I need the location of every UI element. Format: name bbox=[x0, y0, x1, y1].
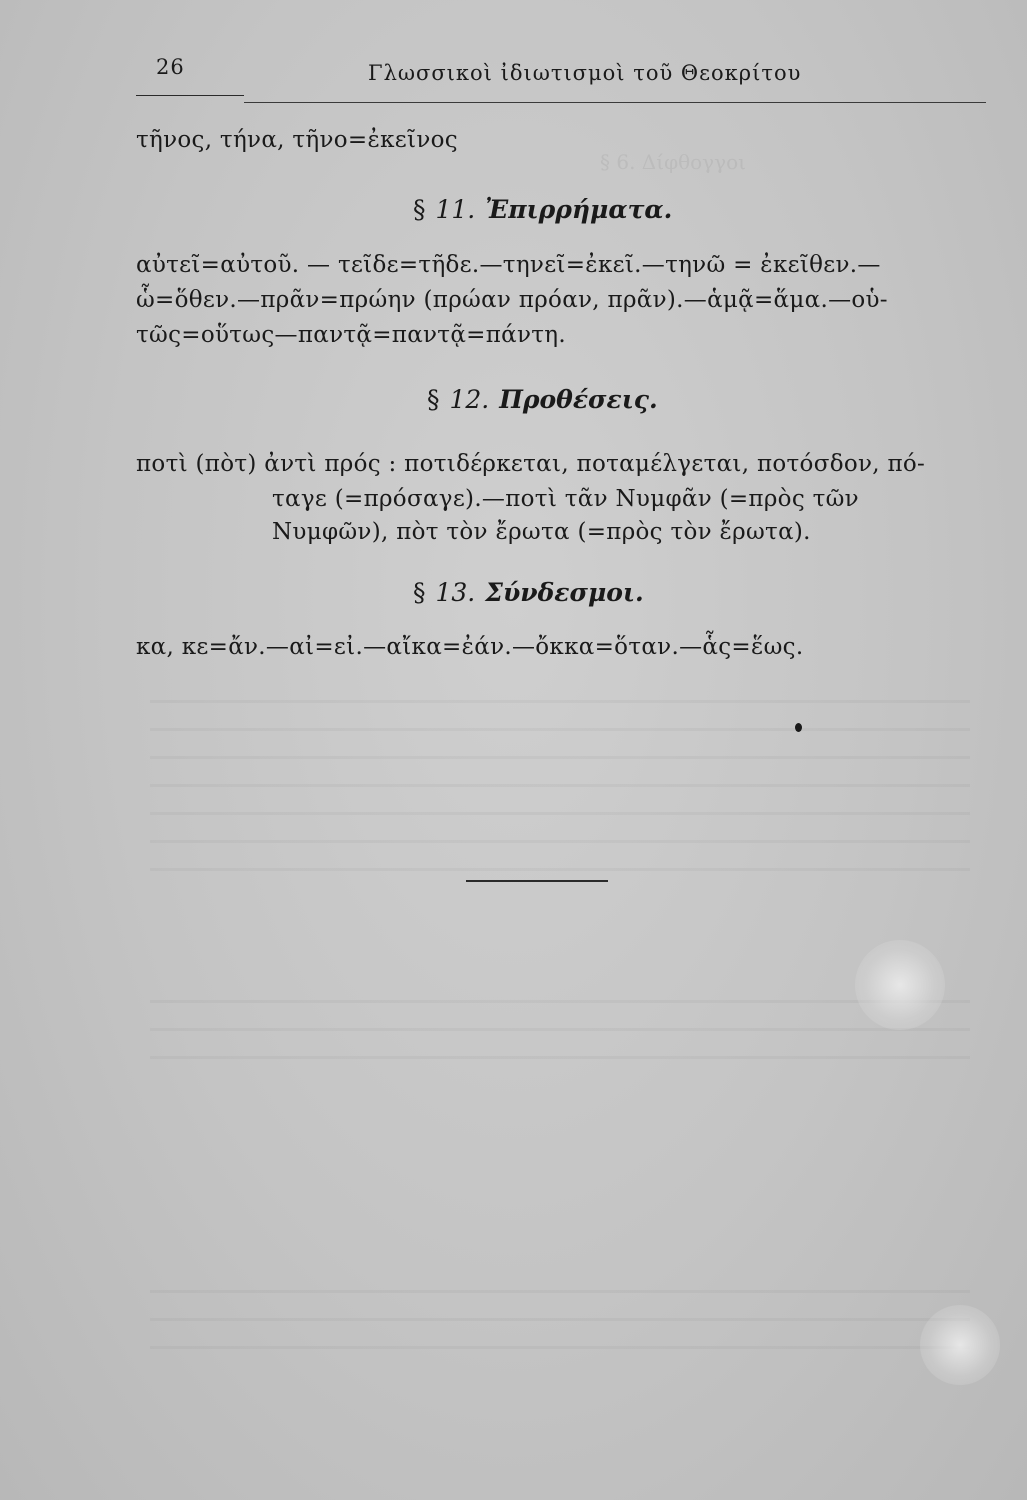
section-title: Ἐπιρρήματα. bbox=[485, 195, 673, 224]
section-heading-12 bbox=[427, 385, 658, 414]
section-11-line-1: αὐτεῖ=αὐτοῦ. — τεῖδε=τῆδε.—τηνεῖ=ἐκεῖ.—τηνῶ = ἐκεῖθεν.— bbox=[136, 252, 881, 278]
running-title: Γλωσσικοὶ ἰδιωτισμοὶ τοῦ Θεοκρίτου bbox=[368, 61, 802, 85]
section-symbol: § bbox=[413, 578, 426, 607]
bleed-through-text bbox=[150, 1000, 970, 1070]
paper-stain bbox=[920, 1305, 1000, 1385]
section-13-line-1: κα, κε=ἄν.—αἰ=εἰ.—αἴκα=ἐάν.—ὄκκα=ὅταν.—ἇς=ἕως. bbox=[136, 634, 804, 660]
end-rule bbox=[466, 880, 608, 882]
ink-dot bbox=[795, 723, 802, 732]
section-12-line-3: Νυμφῶν), πὸτ τὸν ἔρωτα (=πρὸς τὸν ἔρωτα). bbox=[272, 519, 811, 545]
section-heading-13 bbox=[413, 578, 644, 607]
bleed-through-text bbox=[150, 1290, 970, 1370]
page-number-rule bbox=[136, 95, 244, 96]
header-rule bbox=[244, 102, 986, 103]
section-title: Σύνδεσμοι. bbox=[485, 578, 644, 607]
section-11-line-2: ὧ=ὅθεν.—πρᾶν=πρώην (πρώαν πρόαν, πρᾶν).—ἁμᾷ=ἅμα.—οὑ- bbox=[136, 287, 888, 313]
section-number: 11. bbox=[435, 195, 476, 224]
section-symbol: § bbox=[427, 385, 440, 414]
paper-stain bbox=[855, 940, 945, 1030]
section-title: Προθέσεις. bbox=[499, 385, 658, 414]
section-12-line-2: ταγε (=πρόσαγε).—ποτὶ τᾶν Νυμφᾶν (=πρὸς τῶν bbox=[272, 486, 859, 512]
section-number: 13. bbox=[435, 578, 476, 607]
bleed-through-text bbox=[150, 700, 970, 880]
section-number: 12. bbox=[449, 385, 490, 414]
intro-line: τῆνος, τήνα, τῆνο=ἐκεῖνος bbox=[136, 127, 458, 153]
section-symbol: § bbox=[413, 195, 426, 224]
bleed-through-text: § 6. Δίφθογγοι bbox=[600, 150, 746, 174]
page-number: 26 bbox=[156, 55, 185, 79]
section-11-line-3: τῶς=οὕτως—παντᾷ=παντᾷ=πάντη. bbox=[136, 322, 566, 348]
section-heading-11 bbox=[413, 195, 672, 224]
section-12-line-1: ποτὶ (πὸτ) ἀντὶ πρός : ποτιδέρκεται, ποταμέλγεται, ποτόσδον, πό- bbox=[136, 451, 926, 477]
